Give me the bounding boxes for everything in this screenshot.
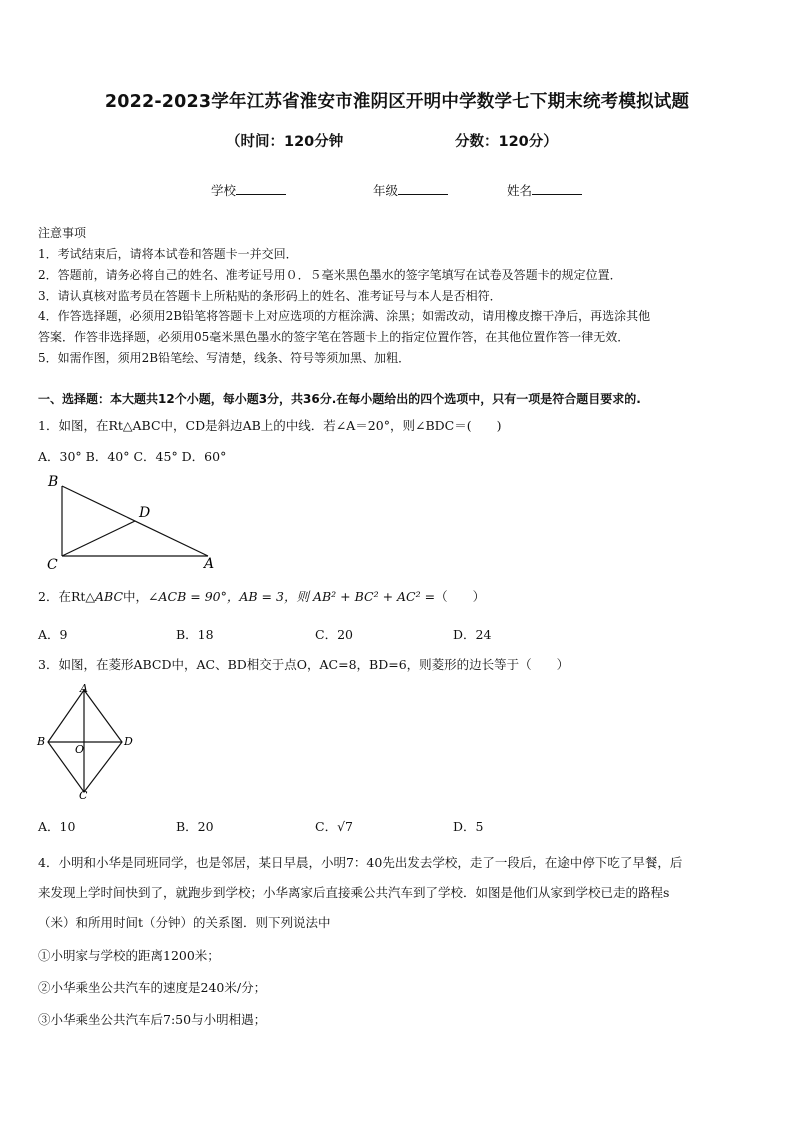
label-c: C xyxy=(47,557,58,573)
q2-stem xyxy=(38,587,485,605)
grade-field xyxy=(373,181,448,199)
q3-option-b: B．20 xyxy=(176,819,214,834)
q2-option-c: C．20 xyxy=(315,627,353,642)
q3-option-c: C．√7 xyxy=(315,819,353,834)
q2-option-d: D．24 xyxy=(453,627,492,642)
label-o: O xyxy=(75,743,85,756)
notice-item: 1．考试结束后，请将本试卷和答题卡一并交回． xyxy=(38,247,298,261)
q3-option-a: A．10 xyxy=(38,819,76,834)
notice-item: 5．如需作图，须用2B铅笔绘、写清楚，线条、符号等须加黑、加粗． xyxy=(38,351,411,365)
school-label: 学校 xyxy=(211,183,237,198)
q2-option-b: B．18 xyxy=(176,627,214,642)
label-a: A xyxy=(80,682,88,695)
q4-line2: 来发现上学时间快到了，就跑步到学校；小华离家后直接乘公共汽车到了学校．如图是他们从家到学校已走的路程s xyxy=(38,885,670,900)
name-field xyxy=(507,181,582,199)
school-blank xyxy=(236,182,286,195)
q1-options: A．30° B．40° C．45° D．60° xyxy=(38,449,227,464)
rhombus-outline xyxy=(48,690,122,792)
score-info: 分数：120分） xyxy=(455,134,558,150)
notice-item: 4．作答选择题，必须用2B铅笔将答题卡上对应选项的方框涂满、涂黑；如需改动，请用橡皮擦干净后，再选涂其他 xyxy=(38,309,651,323)
notice-heading: 注意事项 xyxy=(38,226,87,240)
q4-statement-3: ③小华乘坐公共汽车后7:50与小明相遇； xyxy=(38,1012,267,1027)
notice-item: 2．答题前，请务必将自己的姓名、准考证号用０．５毫米黑色墨水的签字笔填写在试卷及答题卡的规定位置． xyxy=(38,268,622,282)
q4-line1: 4．小明和小华是同班同学，也是邻居，某日早晨，小明7：40先出发去学校，走了一段后，在途中停下吃了早餐，后 xyxy=(38,855,683,870)
name-blank xyxy=(532,182,582,195)
median-cd xyxy=(62,521,135,556)
q2-paren: （ ） xyxy=(435,589,486,604)
q4-statement-1: ①小明家与学校的距离1200米； xyxy=(38,948,220,963)
section-heading: 一、选择题：本大题共12个小题，每小题3分，共36分.在每小题给出的四个选项中，只有一项是符合题目要求的. xyxy=(38,392,641,406)
q2-mid: 中， xyxy=(123,589,149,604)
label-b: B xyxy=(37,735,46,748)
q1-stem: 1．如图，在Rt△ABC中，CD是斜边AB上的中线．若∠A＝20°，则∠BDC＝( ) xyxy=(38,418,502,433)
q2-option-a: A．9 xyxy=(38,627,68,642)
notice-item: 答案．作答非选择题，必须用05毫米黑色墨水的签字笔在答题卡上的指定位置作答，在其他位置作答一律无效． xyxy=(38,330,630,344)
q1-triangle-figure xyxy=(40,470,230,574)
time-info: （时间：120分钟 xyxy=(226,134,344,150)
q2-abc: ABC xyxy=(95,589,124,604)
page-title: 2022-2023学年江苏省淮安市淮阴区开明中学数学七下期末统考模拟试题 xyxy=(104,92,690,112)
grade-blank xyxy=(398,182,448,195)
q2-prefix: 2．在Rt△ xyxy=(38,589,96,604)
label-a: A xyxy=(204,556,215,572)
label-b: B xyxy=(48,474,59,490)
q3-stem: 3．如图，在菱形ABCD中，AC、BD相交于点O，AC=8，BD=6，则菱形的边长等于（ ） xyxy=(38,657,570,672)
notice-item: 3．请认真核对监考员在答题卡上所粘贴的条形码上的姓名、准考证号与本人是否相符． xyxy=(38,289,502,303)
school-field xyxy=(211,181,286,199)
q2-angle: ∠ACB = 90°， xyxy=(148,589,240,604)
q4-statement-2: ②小华乘坐公共汽车的速度是240米/分； xyxy=(38,980,267,995)
label-c: C xyxy=(79,789,88,800)
q4-line3: （米）和所用时间t（分钟）的关系图．则下列说法中 xyxy=(38,915,331,930)
q2-ab: AB = 3，则 xyxy=(239,589,309,604)
label-d: D xyxy=(139,505,151,521)
q2-expr: AB² + BC² + AC² = xyxy=(312,589,436,604)
q3-rhombus-figure xyxy=(34,682,144,800)
q3-option-d: D．5 xyxy=(453,819,484,834)
label-d: D xyxy=(124,735,133,748)
name-label: 姓名 xyxy=(507,183,533,198)
grade-label: 年级 xyxy=(373,183,399,198)
